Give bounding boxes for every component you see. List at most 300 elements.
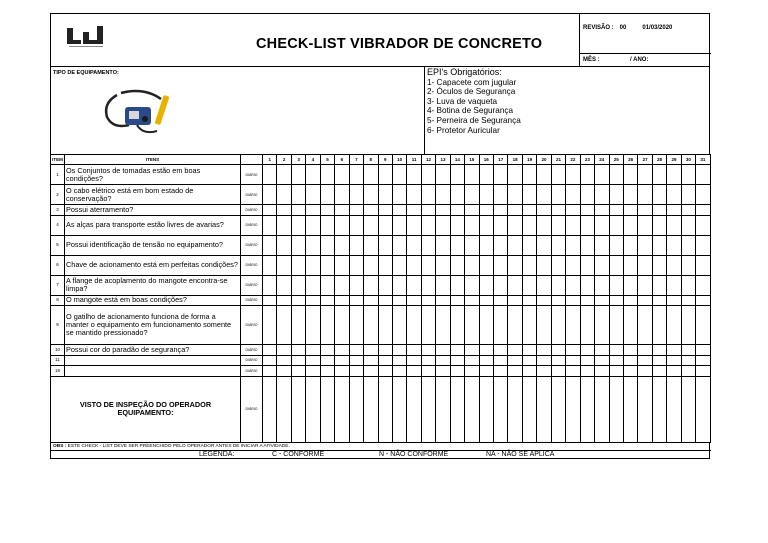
day-check-cell[interactable]	[421, 185, 435, 205]
day-check-cell[interactable]	[508, 306, 522, 345]
day-check-cell[interactable]	[392, 205, 406, 216]
day-check-cell[interactable]	[681, 275, 695, 295]
day-check-cell[interactable]	[623, 185, 637, 205]
day-signature-cell[interactable]	[479, 376, 493, 442]
day-check-cell[interactable]	[479, 306, 493, 345]
day-signature-cell[interactable]	[537, 376, 551, 442]
day-check-cell[interactable]	[696, 205, 710, 216]
day-signature-cell[interactable]	[320, 376, 334, 442]
day-signature-cell[interactable]	[595, 376, 609, 442]
day-check-cell[interactable]	[291, 345, 305, 356]
day-check-cell[interactable]	[349, 235, 363, 255]
day-check-cell[interactable]	[522, 165, 536, 185]
day-check-cell[interactable]	[667, 205, 681, 216]
day-check-cell[interactable]	[291, 306, 305, 345]
day-check-cell[interactable]	[696, 275, 710, 295]
day-check-cell[interactable]	[407, 275, 421, 295]
day-check-cell[interactable]	[681, 185, 695, 205]
day-check-cell[interactable]	[392, 295, 406, 306]
day-check-cell[interactable]	[378, 255, 392, 275]
day-check-cell[interactable]	[421, 215, 435, 235]
day-check-cell[interactable]	[364, 345, 378, 356]
day-check-cell[interactable]	[667, 275, 681, 295]
day-check-cell[interactable]	[479, 255, 493, 275]
day-check-cell[interactable]	[479, 355, 493, 366]
day-check-cell[interactable]	[392, 165, 406, 185]
day-check-cell[interactable]	[638, 366, 652, 377]
day-check-cell[interactable]	[378, 355, 392, 366]
day-check-cell[interactable]	[522, 235, 536, 255]
day-check-cell[interactable]	[623, 295, 637, 306]
day-check-cell[interactable]	[335, 345, 349, 356]
day-check-cell[interactable]	[450, 306, 464, 345]
day-check-cell[interactable]	[465, 295, 479, 306]
day-check-cell[interactable]	[291, 215, 305, 235]
day-check-cell[interactable]	[320, 215, 334, 235]
day-check-cell[interactable]	[306, 215, 320, 235]
day-check-cell[interactable]	[407, 306, 421, 345]
day-check-cell[interactable]	[667, 255, 681, 275]
day-check-cell[interactable]	[479, 235, 493, 255]
day-check-cell[interactable]	[508, 215, 522, 235]
day-check-cell[interactable]	[522, 205, 536, 216]
day-check-cell[interactable]	[364, 295, 378, 306]
day-check-cell[interactable]	[566, 275, 580, 295]
day-check-cell[interactable]	[392, 275, 406, 295]
day-check-cell[interactable]	[335, 165, 349, 185]
day-check-cell[interactable]	[306, 345, 320, 356]
day-check-cell[interactable]	[494, 255, 508, 275]
day-check-cell[interactable]	[609, 255, 623, 275]
day-signature-cell[interactable]	[551, 376, 565, 442]
day-check-cell[interactable]	[522, 306, 536, 345]
day-check-cell[interactable]	[421, 366, 435, 377]
day-check-cell[interactable]	[508, 355, 522, 366]
day-check-cell[interactable]	[450, 295, 464, 306]
day-check-cell[interactable]	[595, 165, 609, 185]
day-check-cell[interactable]	[291, 355, 305, 366]
day-check-cell[interactable]	[494, 215, 508, 235]
day-check-cell[interactable]	[479, 345, 493, 356]
day-check-cell[interactable]	[436, 165, 450, 185]
day-check-cell[interactable]	[522, 355, 536, 366]
day-check-cell[interactable]	[696, 235, 710, 255]
day-check-cell[interactable]	[623, 345, 637, 356]
day-check-cell[interactable]	[465, 205, 479, 216]
day-check-cell[interactable]	[465, 366, 479, 377]
day-check-cell[interactable]	[494, 165, 508, 185]
day-check-cell[interactable]	[436, 275, 450, 295]
day-check-cell[interactable]	[537, 255, 551, 275]
day-check-cell[interactable]	[623, 355, 637, 366]
day-check-cell[interactable]	[291, 255, 305, 275]
day-check-cell[interactable]	[465, 235, 479, 255]
day-signature-cell[interactable]	[667, 376, 681, 442]
day-check-cell[interactable]	[364, 215, 378, 235]
day-check-cell[interactable]	[537, 185, 551, 205]
day-check-cell[interactable]	[421, 205, 435, 216]
day-check-cell[interactable]	[465, 306, 479, 345]
day-check-cell[interactable]	[580, 165, 594, 185]
day-check-cell[interactable]	[522, 345, 536, 356]
day-check-cell[interactable]	[551, 275, 565, 295]
day-check-cell[interactable]	[291, 185, 305, 205]
day-check-cell[interactable]	[667, 185, 681, 205]
day-check-cell[interactable]	[277, 306, 291, 345]
day-check-cell[interactable]	[335, 306, 349, 345]
day-check-cell[interactable]	[335, 355, 349, 366]
day-check-cell[interactable]	[551, 306, 565, 345]
day-check-cell[interactable]	[508, 205, 522, 216]
day-check-cell[interactable]	[450, 345, 464, 356]
day-check-cell[interactable]	[551, 185, 565, 205]
day-check-cell[interactable]	[566, 366, 580, 377]
day-signature-cell[interactable]	[378, 376, 392, 442]
day-check-cell[interactable]	[522, 275, 536, 295]
day-check-cell[interactable]	[522, 295, 536, 306]
day-check-cell[interactable]	[465, 185, 479, 205]
day-check-cell[interactable]	[465, 355, 479, 366]
day-check-cell[interactable]	[364, 165, 378, 185]
day-check-cell[interactable]	[263, 205, 277, 216]
day-check-cell[interactable]	[407, 295, 421, 306]
day-check-cell[interactable]	[306, 275, 320, 295]
day-check-cell[interactable]	[349, 366, 363, 377]
day-check-cell[interactable]	[667, 355, 681, 366]
day-signature-cell[interactable]	[277, 376, 291, 442]
day-check-cell[interactable]	[566, 165, 580, 185]
day-check-cell[interactable]	[277, 366, 291, 377]
day-signature-cell[interactable]	[306, 376, 320, 442]
day-check-cell[interactable]	[263, 345, 277, 356]
day-check-cell[interactable]	[335, 275, 349, 295]
day-check-cell[interactable]	[681, 355, 695, 366]
day-check-cell[interactable]	[623, 215, 637, 235]
day-check-cell[interactable]	[277, 355, 291, 366]
day-check-cell[interactable]	[291, 295, 305, 306]
day-check-cell[interactable]	[667, 306, 681, 345]
day-check-cell[interactable]	[263, 275, 277, 295]
day-check-cell[interactable]	[407, 366, 421, 377]
day-check-cell[interactable]	[537, 345, 551, 356]
day-check-cell[interactable]	[551, 205, 565, 216]
day-check-cell[interactable]	[566, 205, 580, 216]
day-check-cell[interactable]	[450, 205, 464, 216]
day-check-cell[interactable]	[652, 355, 666, 366]
day-check-cell[interactable]	[335, 366, 349, 377]
day-check-cell[interactable]	[392, 185, 406, 205]
day-check-cell[interactable]	[335, 215, 349, 235]
day-check-cell[interactable]	[494, 235, 508, 255]
day-check-cell[interactable]	[436, 185, 450, 205]
day-check-cell[interactable]	[609, 205, 623, 216]
day-check-cell[interactable]	[652, 235, 666, 255]
day-check-cell[interactable]	[580, 235, 594, 255]
day-check-cell[interactable]	[364, 306, 378, 345]
day-check-cell[interactable]	[263, 295, 277, 306]
day-check-cell[interactable]	[537, 165, 551, 185]
day-check-cell[interactable]	[508, 165, 522, 185]
day-check-cell[interactable]	[364, 275, 378, 295]
day-check-cell[interactable]	[392, 345, 406, 356]
day-check-cell[interactable]	[494, 205, 508, 216]
day-check-cell[interactable]	[508, 255, 522, 275]
day-check-cell[interactable]	[681, 295, 695, 306]
day-check-cell[interactable]	[306, 255, 320, 275]
day-check-cell[interactable]	[378, 295, 392, 306]
day-check-cell[interactable]	[667, 345, 681, 356]
day-check-cell[interactable]	[595, 355, 609, 366]
day-check-cell[interactable]	[450, 275, 464, 295]
day-check-cell[interactable]	[306, 205, 320, 216]
day-check-cell[interactable]	[263, 255, 277, 275]
day-check-cell[interactable]	[277, 255, 291, 275]
day-check-cell[interactable]	[465, 275, 479, 295]
day-check-cell[interactable]	[479, 295, 493, 306]
day-check-cell[interactable]	[566, 345, 580, 356]
day-check-cell[interactable]	[277, 205, 291, 216]
day-signature-cell[interactable]	[494, 376, 508, 442]
day-check-cell[interactable]	[392, 366, 406, 377]
day-check-cell[interactable]	[349, 255, 363, 275]
day-check-cell[interactable]	[623, 306, 637, 345]
day-check-cell[interactable]	[681, 306, 695, 345]
day-check-cell[interactable]	[450, 165, 464, 185]
day-check-cell[interactable]	[551, 235, 565, 255]
day-check-cell[interactable]	[566, 235, 580, 255]
day-check-cell[interactable]	[652, 275, 666, 295]
day-check-cell[interactable]	[407, 235, 421, 255]
day-check-cell[interactable]	[421, 255, 435, 275]
day-check-cell[interactable]	[551, 165, 565, 185]
day-check-cell[interactable]	[277, 185, 291, 205]
day-check-cell[interactable]	[421, 275, 435, 295]
day-check-cell[interactable]	[436, 295, 450, 306]
day-signature-cell[interactable]	[508, 376, 522, 442]
day-check-cell[interactable]	[407, 355, 421, 366]
day-check-cell[interactable]	[609, 295, 623, 306]
day-check-cell[interactable]	[450, 235, 464, 255]
day-check-cell[interactable]	[609, 345, 623, 356]
day-check-cell[interactable]	[392, 215, 406, 235]
day-check-cell[interactable]	[421, 355, 435, 366]
day-check-cell[interactable]	[364, 355, 378, 366]
day-check-cell[interactable]	[566, 295, 580, 306]
day-check-cell[interactable]	[551, 345, 565, 356]
day-signature-cell[interactable]	[566, 376, 580, 442]
day-check-cell[interactable]	[609, 355, 623, 366]
day-check-cell[interactable]	[277, 235, 291, 255]
day-check-cell[interactable]	[652, 366, 666, 377]
day-check-cell[interactable]	[306, 355, 320, 366]
day-check-cell[interactable]	[335, 185, 349, 205]
day-check-cell[interactable]	[566, 215, 580, 235]
day-check-cell[interactable]	[421, 295, 435, 306]
day-check-cell[interactable]	[580, 345, 594, 356]
day-check-cell[interactable]	[609, 185, 623, 205]
day-check-cell[interactable]	[696, 295, 710, 306]
day-check-cell[interactable]	[306, 235, 320, 255]
day-signature-cell[interactable]	[609, 376, 623, 442]
day-check-cell[interactable]	[436, 355, 450, 366]
day-check-cell[interactable]	[263, 366, 277, 377]
day-check-cell[interactable]	[263, 306, 277, 345]
day-check-cell[interactable]	[551, 295, 565, 306]
day-signature-cell[interactable]	[450, 376, 464, 442]
day-check-cell[interactable]	[551, 215, 565, 235]
day-signature-cell[interactable]	[652, 376, 666, 442]
day-check-cell[interactable]	[681, 165, 695, 185]
day-check-cell[interactable]	[320, 295, 334, 306]
day-check-cell[interactable]	[595, 345, 609, 356]
day-check-cell[interactable]	[580, 295, 594, 306]
day-check-cell[interactable]	[638, 306, 652, 345]
day-check-cell[interactable]	[436, 235, 450, 255]
day-check-cell[interactable]	[349, 306, 363, 345]
day-check-cell[interactable]	[378, 165, 392, 185]
day-check-cell[interactable]	[494, 366, 508, 377]
day-check-cell[interactable]	[537, 215, 551, 235]
day-signature-cell[interactable]	[407, 376, 421, 442]
day-check-cell[interactable]	[595, 306, 609, 345]
day-signature-cell[interactable]	[638, 376, 652, 442]
day-check-cell[interactable]	[277, 275, 291, 295]
day-check-cell[interactable]	[696, 345, 710, 356]
day-check-cell[interactable]	[465, 345, 479, 356]
day-check-cell[interactable]	[436, 215, 450, 235]
day-check-cell[interactable]	[320, 366, 334, 377]
day-check-cell[interactable]	[508, 275, 522, 295]
day-check-cell[interactable]	[537, 355, 551, 366]
day-check-cell[interactable]	[595, 235, 609, 255]
day-check-cell[interactable]	[638, 295, 652, 306]
day-signature-cell[interactable]	[335, 376, 349, 442]
day-check-cell[interactable]	[623, 255, 637, 275]
day-check-cell[interactable]	[349, 185, 363, 205]
day-check-cell[interactable]	[349, 295, 363, 306]
day-check-cell[interactable]	[696, 185, 710, 205]
day-check-cell[interactable]	[364, 185, 378, 205]
day-check-cell[interactable]	[291, 165, 305, 185]
day-check-cell[interactable]	[335, 205, 349, 216]
day-check-cell[interactable]	[364, 366, 378, 377]
day-signature-cell[interactable]	[349, 376, 363, 442]
day-check-cell[interactable]	[623, 235, 637, 255]
day-check-cell[interactable]	[320, 355, 334, 366]
day-check-cell[interactable]	[349, 205, 363, 216]
day-check-cell[interactable]	[320, 205, 334, 216]
day-check-cell[interactable]	[364, 235, 378, 255]
day-check-cell[interactable]	[580, 205, 594, 216]
day-check-cell[interactable]	[609, 306, 623, 345]
day-check-cell[interactable]	[306, 366, 320, 377]
day-check-cell[interactable]	[320, 165, 334, 185]
day-check-cell[interactable]	[537, 235, 551, 255]
day-check-cell[interactable]	[436, 366, 450, 377]
day-check-cell[interactable]	[407, 345, 421, 356]
day-check-cell[interactable]	[436, 306, 450, 345]
day-check-cell[interactable]	[320, 306, 334, 345]
day-check-cell[interactable]	[494, 355, 508, 366]
day-check-cell[interactable]	[436, 255, 450, 275]
day-check-cell[interactable]	[392, 255, 406, 275]
day-check-cell[interactable]	[681, 235, 695, 255]
day-check-cell[interactable]	[378, 366, 392, 377]
day-check-cell[interactable]	[609, 215, 623, 235]
day-check-cell[interactable]	[479, 205, 493, 216]
day-check-cell[interactable]	[638, 345, 652, 356]
day-check-cell[interactable]	[407, 255, 421, 275]
day-signature-cell[interactable]	[465, 376, 479, 442]
day-check-cell[interactable]	[392, 355, 406, 366]
day-check-cell[interactable]	[522, 255, 536, 275]
day-check-cell[interactable]	[407, 185, 421, 205]
day-check-cell[interactable]	[494, 185, 508, 205]
day-check-cell[interactable]	[450, 185, 464, 205]
day-check-cell[interactable]	[421, 345, 435, 356]
day-check-cell[interactable]	[595, 185, 609, 205]
day-check-cell[interactable]	[479, 366, 493, 377]
day-check-cell[interactable]	[638, 215, 652, 235]
day-check-cell[interactable]	[349, 275, 363, 295]
day-check-cell[interactable]	[609, 275, 623, 295]
day-check-cell[interactable]	[696, 215, 710, 235]
day-check-cell[interactable]	[291, 275, 305, 295]
day-check-cell[interactable]	[696, 255, 710, 275]
day-check-cell[interactable]	[681, 205, 695, 216]
day-check-cell[interactable]	[551, 255, 565, 275]
day-check-cell[interactable]	[263, 215, 277, 235]
day-check-cell[interactable]	[364, 255, 378, 275]
day-check-cell[interactable]	[681, 366, 695, 377]
day-check-cell[interactable]	[479, 165, 493, 185]
day-check-cell[interactable]	[378, 345, 392, 356]
day-check-cell[interactable]	[378, 306, 392, 345]
day-signature-cell[interactable]	[291, 376, 305, 442]
day-check-cell[interactable]	[494, 306, 508, 345]
day-check-cell[interactable]	[652, 185, 666, 205]
day-check-cell[interactable]	[652, 345, 666, 356]
day-check-cell[interactable]	[378, 205, 392, 216]
day-check-cell[interactable]	[681, 345, 695, 356]
day-check-cell[interactable]	[696, 366, 710, 377]
day-check-cell[interactable]	[696, 165, 710, 185]
day-check-cell[interactable]	[638, 355, 652, 366]
day-check-cell[interactable]	[566, 185, 580, 205]
day-check-cell[interactable]	[551, 355, 565, 366]
day-signature-cell[interactable]	[580, 376, 594, 442]
day-check-cell[interactable]	[652, 306, 666, 345]
day-signature-cell[interactable]	[623, 376, 637, 442]
day-check-cell[interactable]	[378, 235, 392, 255]
day-check-cell[interactable]	[595, 366, 609, 377]
day-check-cell[interactable]	[652, 165, 666, 185]
day-check-cell[interactable]	[537, 295, 551, 306]
day-signature-cell[interactable]	[681, 376, 695, 442]
day-check-cell[interactable]	[349, 355, 363, 366]
day-check-cell[interactable]	[623, 275, 637, 295]
day-check-cell[interactable]	[652, 295, 666, 306]
day-check-cell[interactable]	[667, 295, 681, 306]
day-check-cell[interactable]	[508, 345, 522, 356]
day-check-cell[interactable]	[263, 235, 277, 255]
day-signature-cell[interactable]	[392, 376, 406, 442]
day-check-cell[interactable]	[580, 215, 594, 235]
day-check-cell[interactable]	[465, 255, 479, 275]
day-check-cell[interactable]	[595, 255, 609, 275]
day-check-cell[interactable]	[609, 235, 623, 255]
day-signature-cell[interactable]	[421, 376, 435, 442]
